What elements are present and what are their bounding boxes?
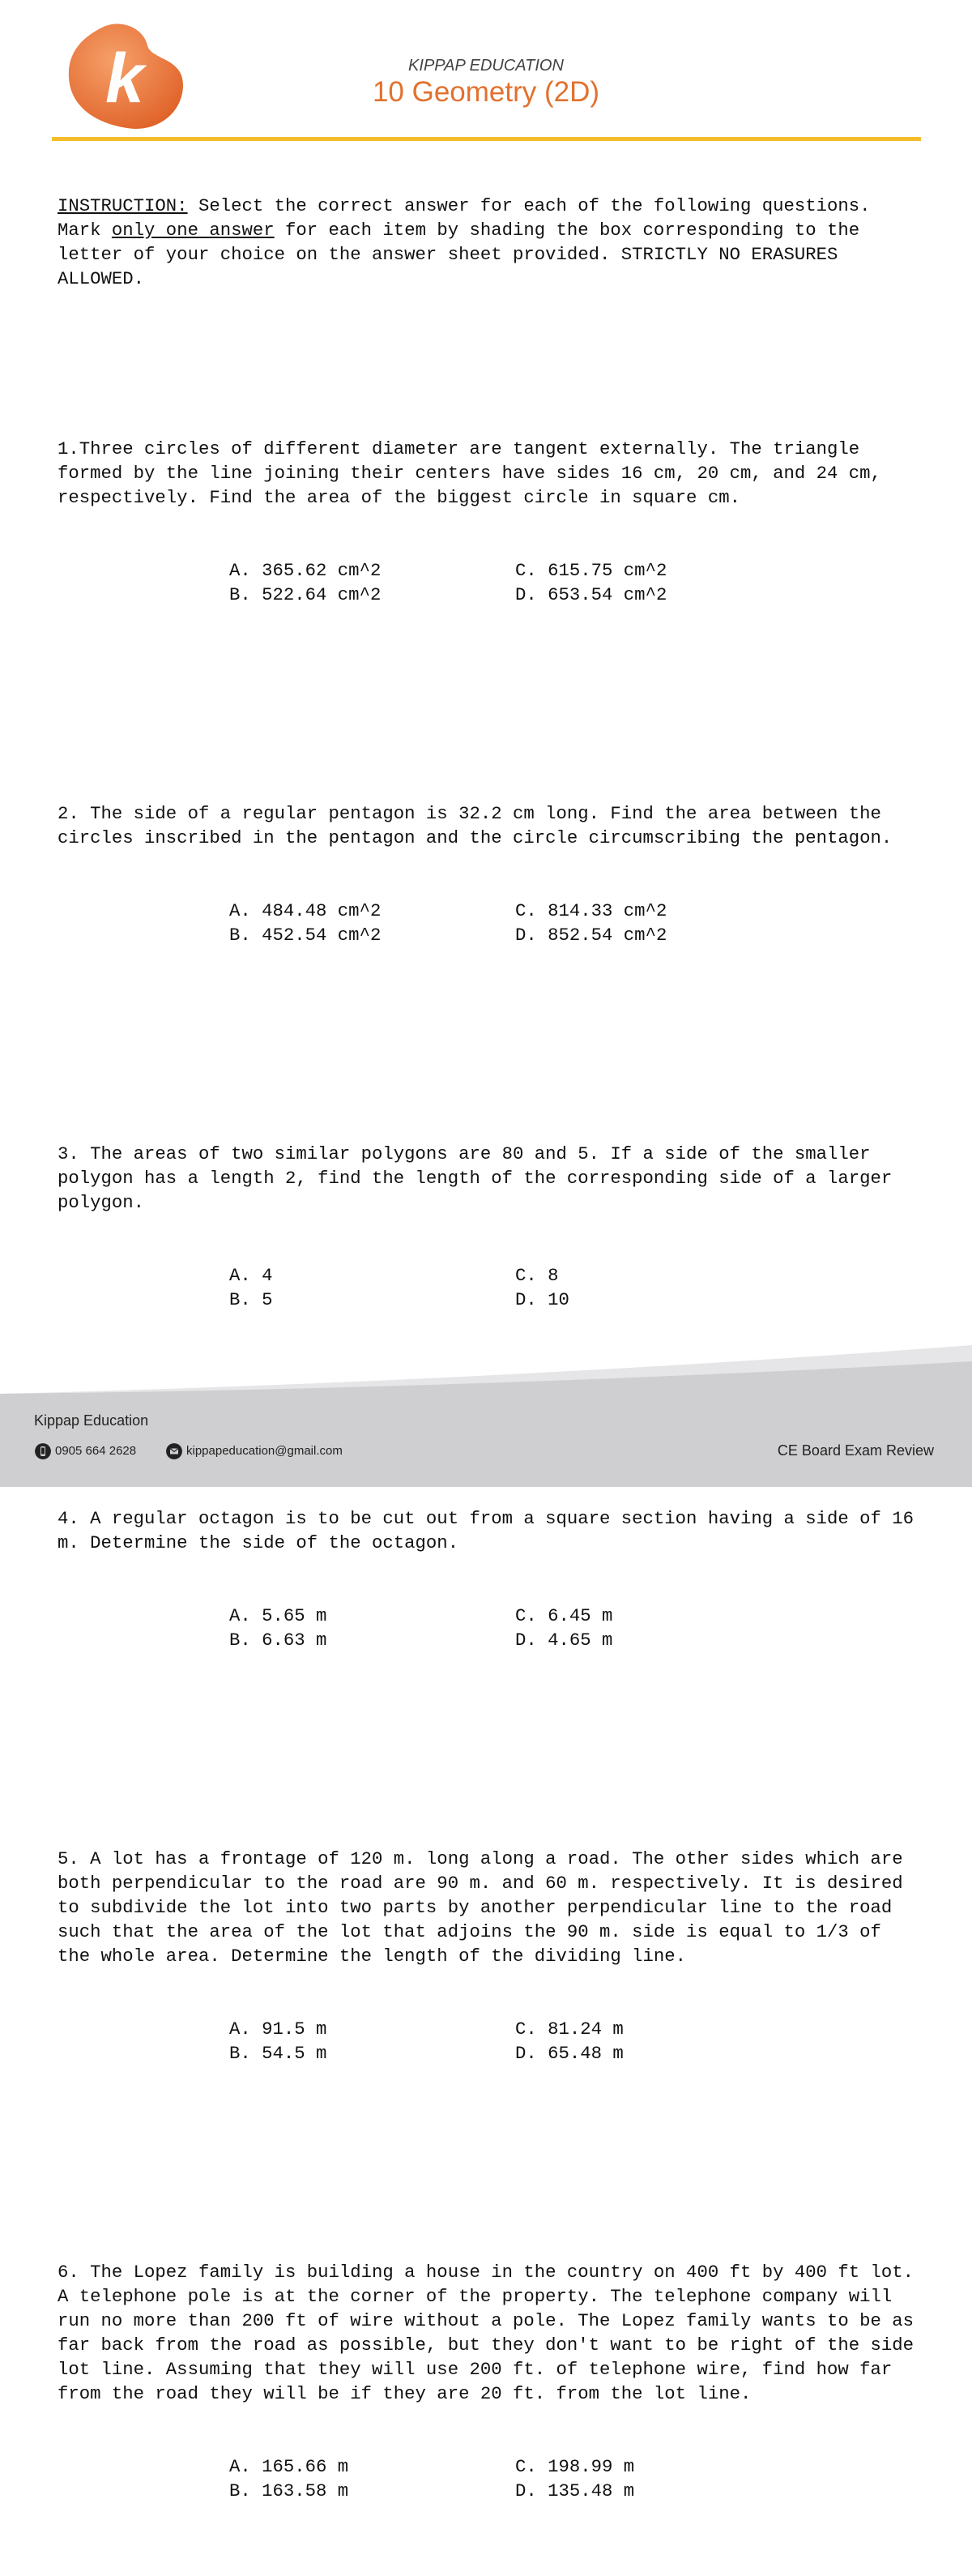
instruction-underlined: only one answer — [111, 220, 275, 241]
question-1 — [58, 388, 924, 656]
footer-org: Kippap Education — [34, 1412, 149, 1429]
footer-review: CE Board Exam Review — [777, 1442, 934, 1459]
choice-b: B. 452.54 cm^2 — [229, 925, 382, 946]
question-text: 5. A lot has a frontage of 120 m. long along a road. The other sides which are both perpendicular to the road are 90 m. and 60 m. respectively. It is desired to subdivide the lot into two parts by another perpendicular line to the road such that the area of the lot that adjoins the 90 m. side is equal to 1/3 of the whole area. Determine the length of the dividing line. — [58, 1848, 914, 1967]
choice-c: C. 8 — [515, 1265, 559, 1286]
choice-c: C. 198.99 m — [515, 2456, 635, 2477]
choice-a: A. 365.62 cm^2 — [229, 560, 382, 581]
question-6 — [58, 2211, 924, 2552]
instruction-text-2: for each item by shading the box corresponding to the letter of your choice on the answer sheet provided. STRICTLY NO ERASURES ALLOWED. — [58, 220, 871, 289]
footer-email[interactable]: kippapeducation@gmail.com — [186, 1444, 343, 1458]
question-5 — [58, 1798, 924, 2114]
choice-c: C. 615.75 cm^2 — [515, 560, 667, 581]
email-icon — [166, 1443, 182, 1459]
question-4 — [58, 1458, 924, 1701]
choices — [229, 1604, 924, 1652]
choices — [229, 1263, 924, 1312]
header-divider — [52, 137, 921, 141]
question-text: 6. The Lopez family is building a house in the country on 400 ft by 400 ft lot. A telephone pole is at the corner of the property. The telephone company will run no more than 200 ft of wire without a pole. The Lopez family wants to be as far back from the road as possible, but they don't want to be right of the side lot line. Assuming that they will use 200 ft. of telephone wire, find how far from the road they will be if they are 20 ft. from the lot line. — [58, 2262, 925, 2404]
choice-b: B. 5 — [229, 1289, 273, 1310]
choice-d: D. 653.54 cm^2 — [515, 584, 667, 605]
choice-b: B. 163.58 m — [229, 2480, 349, 2501]
question-3 — [58, 1093, 924, 1361]
choice-d: D. 135.48 m — [515, 2480, 635, 2501]
choice-a: A. 91.5 m — [229, 2019, 327, 2040]
choice-b: B. 522.64 cm^2 — [229, 584, 382, 605]
choice-a: A. 165.66 m — [229, 2456, 349, 2477]
choice-b: B. 54.5 m — [229, 2043, 327, 2064]
choice-b: B. 6.63 m — [229, 1630, 327, 1651]
choices — [229, 2454, 924, 2503]
choice-d: D. 4.65 m — [515, 1630, 613, 1651]
choice-a: A. 5.65 m — [229, 1605, 327, 1626]
logo-letter: k — [105, 40, 144, 117]
choice-d: D. 10 — [515, 1289, 569, 1310]
org-name: KIPPAP EDUCATION — [408, 57, 564, 75]
question-text: 3. The areas of two similar polygons are 80 and 5. If a side of the smaller polygon has a length 2, find the length of the corresponding side of a larger polygon. — [58, 1143, 903, 1213]
instruction — [58, 194, 924, 291]
footer-phone: 0905 664 2628 — [55, 1444, 137, 1458]
question-2 — [58, 753, 924, 996]
choice-c: C. 81.24 m — [515, 2019, 624, 2040]
phone-icon — [35, 1443, 51, 1459]
choices — [229, 2017, 924, 2065]
choice-a: A. 484.48 cm^2 — [229, 900, 382, 921]
choice-c: C. 814.33 cm^2 — [515, 900, 667, 921]
instruction-text-1: Select the correct answer for each of the following questions. Mark — [58, 195, 881, 241]
question-text: 2. The side of a regular pentagon is 32.2 cm long. Find the area between the circles inscribed in the pentagon and the circle circumscribing the pentagon. — [58, 803, 893, 848]
choice-a: A. 4 — [229, 1265, 273, 1286]
choices — [229, 558, 924, 607]
choice-c: C. 6.45 m — [515, 1605, 613, 1626]
choices — [229, 899, 924, 947]
choice-d: D. 65.48 m — [515, 2043, 624, 2064]
choice-d: D. 852.54 cm^2 — [515, 925, 667, 946]
question-text: 4. A regular octagon is to be cut out from a square section having a side of 16 m. Determine the side of the octagon. — [58, 1508, 925, 1553]
question-text: 1.Three circles of different diameter are tangent externally. The triangle formed by the line joining their centers have sides 16 cm, 20 cm, and 24 cm, respectively. Find the area of the biggest circle in square cm. — [58, 438, 893, 508]
instruction-label: INSTRUCTION: — [58, 195, 188, 216]
page-title: 10 Geometry (2D) — [372, 76, 600, 108]
